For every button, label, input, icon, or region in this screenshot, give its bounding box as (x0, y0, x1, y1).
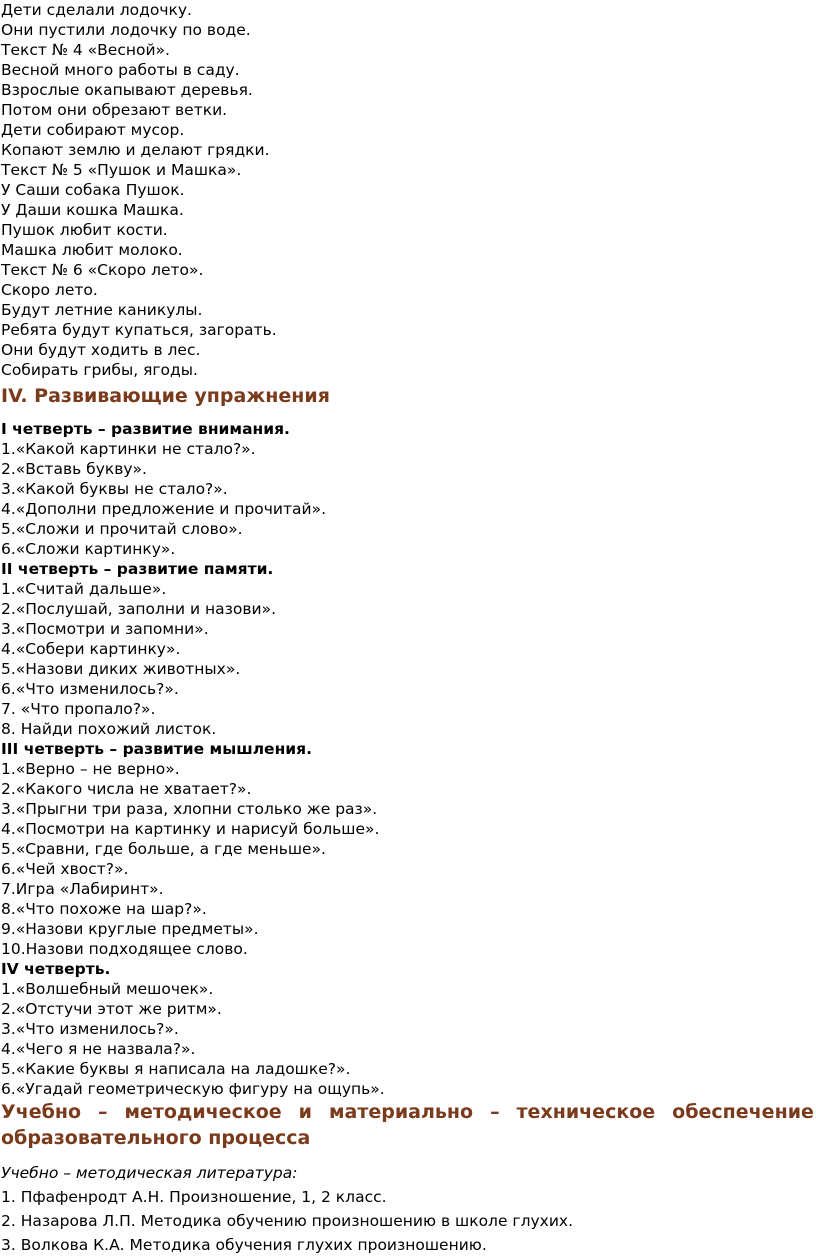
list-item: 6.«Что изменилось?». (1, 680, 179, 698)
text-line: Скоро лето. (1, 281, 98, 299)
text-line: Дети сделали лодочку. (1, 1, 192, 19)
heading-word: Учебно (1, 1101, 82, 1123)
list-item: 1.«Верно – не верно». (1, 760, 180, 778)
quarter-4-block (0, 959, 816, 1099)
text-line: Текст № 4 «Весной». (1, 41, 170, 59)
text-line: У Даши кошка Машка. (1, 201, 184, 219)
list-item: 6.«Чей хвост?». (1, 860, 129, 878)
reference-item: 3. Волкова К.А. Методика обучения глухих произношению. (1, 1236, 487, 1254)
list-item: 2.«Вставь букву». (1, 460, 147, 478)
text-line: Текст № 6 «Скоро лето». (1, 261, 204, 279)
list-item: 3.«Какой буквы не стало?». (1, 480, 228, 498)
quarter-title: IV четверть. (1, 960, 111, 978)
heading-word: – (490, 1101, 500, 1123)
list-item: 1.«Какой картинки не стало?». (1, 440, 256, 458)
quarter-1-block (0, 419, 816, 559)
list-item: 8.«Что похоже на шар?». (1, 900, 207, 918)
list-item: 4.«Дополни предложение и прочитай». (1, 500, 327, 518)
list-item: 2.«Отстучи этот же ритм». (1, 1000, 222, 1018)
text-line: Потом они обрезают ветки. (1, 101, 228, 119)
list-item: 1.«Волшебный мешочек». (1, 980, 214, 998)
list-item: 5.«Сложи и прочитай слово». (1, 520, 243, 538)
heading-word: – (98, 1101, 108, 1123)
section-heading-support (1, 1099, 814, 1151)
reference-item: 2. Назарова Л.П. Методика обучению произношению в школе глухих. (1, 1212, 573, 1230)
list-item: 8. Найди похожий листок. (1, 720, 217, 738)
list-item: 6.«Угадай геометрическую фигуру на ощупь». (1, 1080, 385, 1098)
text-line: Машка любит молоко. (1, 241, 183, 259)
list-item: 7. «Что пропало?». (1, 700, 156, 718)
text-line: Пушок любит кости. (1, 221, 168, 239)
list-item: 2.«Послушай, заполни и назови». (1, 600, 276, 618)
heading-word: обеспечение (672, 1101, 814, 1123)
text-line: Дети собирают мусор. (1, 121, 185, 139)
list-item: 3.«Прыгни три раза, хлопни столько же раз». (1, 800, 378, 818)
text-line: Собирать грибы, ягоды. (1, 361, 198, 379)
section-heading-exercises: IV. Развивающие упражнения (1, 385, 330, 407)
reference-item: 1. Пфафенродт А.Н. Произношение, 1, 2 класс. (1, 1188, 387, 1206)
quarter-2-block (0, 559, 816, 739)
intro-text-block (0, 0, 816, 380)
subheading-literature: Учебно – методическая литература: (1, 1164, 298, 1182)
list-item: 3.«Что изменилось?». (1, 1020, 179, 1038)
list-item: 7.Игра «Лабиринт». (1, 880, 164, 898)
heading-line-2: образовательного процесса (1, 1127, 311, 1149)
text-line: Взрослые окапывают деревья. (1, 81, 253, 99)
list-item: 4.«Собери картинку». (1, 640, 181, 658)
heading-word: методическое (124, 1101, 282, 1123)
heading-word: техническое (516, 1101, 656, 1123)
list-item: 3.«Посмотри и запомни». (1, 620, 209, 638)
list-item: 4.«Чего я не назвала?». (1, 1040, 196, 1058)
list-item: 9.«Назови круглые предметы». (1, 920, 259, 938)
heading-line-1 (1, 1099, 814, 1125)
list-item: 2.«Какого числа не хватает?». (1, 780, 252, 798)
quarter-title: II четверть – развитие памяти. (1, 560, 274, 578)
text-line: Будут летние каникулы. (1, 301, 203, 319)
list-item: 5.«Назови диких животных». (1, 660, 241, 678)
heading-word: материально (328, 1101, 474, 1123)
text-line: Весной много работы в саду. (1, 61, 240, 79)
text-line: Текст № 5 «Пушок и Машка». (1, 161, 242, 179)
text-line: Копают землю и делают грядки. (1, 141, 270, 159)
quarter-title: I четверть – развитие внимания. (1, 420, 290, 438)
text-line: Они пустили лодочку по воде. (1, 21, 251, 39)
list-item: 4.«Посмотри на картинку и нарисуй больше». (1, 820, 380, 838)
text-line: Они будут ходить в лес. (1, 341, 201, 359)
list-item: 5.«Сравни, где больше, а где меньше». (1, 840, 326, 858)
list-item: 1.«Считай дальше». (1, 580, 167, 598)
heading-word: и (298, 1101, 312, 1123)
quarter-title: III четверть – развитие мышления. (1, 740, 312, 758)
spacer (0, 1151, 816, 1161)
text-line: У Саши собака Пушок. (1, 181, 185, 199)
list-item: 5.«Какие буквы я написала на ладошке?». (1, 1060, 351, 1078)
list-item: 10.Назови подходящее слово. (1, 940, 248, 958)
quarter-3-block (0, 739, 816, 959)
text-line: Ребята будут купаться, загорать. (1, 321, 277, 339)
list-item: 6.«Сложи картинку». (1, 540, 176, 558)
